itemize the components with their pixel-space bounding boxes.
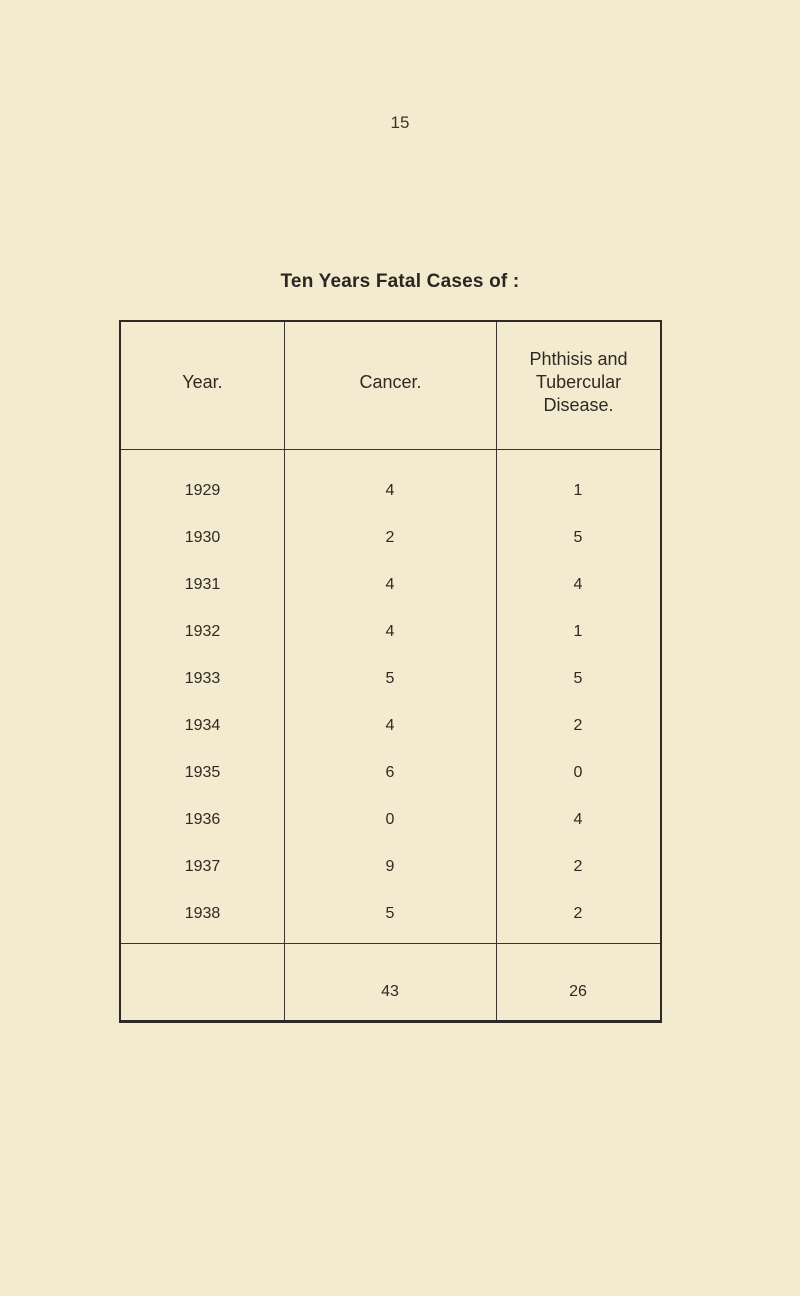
year-cell: 1930 [184, 529, 221, 546]
table-row [121, 620, 660, 644]
header-phthisis [497, 337, 660, 427]
cancer-cell: 6 [385, 764, 395, 781]
table-row [121, 573, 660, 597]
year-cell: 1931 [184, 576, 221, 593]
header-cancer [285, 337, 496, 427]
cancer-cell: 2 [385, 529, 395, 546]
year-cell: 1932 [184, 623, 221, 640]
phthisis-cell: 2 [573, 717, 583, 734]
cancer-cell: 5 [385, 670, 395, 687]
cancer-cell: 4 [385, 482, 395, 499]
page-title: Ten Years Fatal Cases of : [280, 271, 520, 292]
table-row [121, 526, 660, 550]
year-cell: 1934 [184, 717, 221, 734]
table-row [121, 714, 660, 738]
total-phthisis-cell: 26 [569, 983, 587, 1000]
cancer-cell: 4 [385, 623, 395, 640]
phthisis-cell: 5 [573, 670, 583, 687]
page-number: 15 [390, 113, 410, 132]
year-cell: 1935 [184, 764, 221, 781]
table-row [121, 761, 660, 785]
cancer-cell: 5 [385, 905, 395, 922]
table-row [121, 902, 660, 926]
header-phthisis-label: Phthisis and Tubercular Disease. [529, 348, 628, 415]
header-year-label: Year. [182, 371, 223, 392]
total-cancer-cell: 43 [381, 983, 399, 1000]
year-cell: 1937 [184, 858, 221, 875]
year-cell: 1929 [184, 482, 221, 499]
total-year-cell [121, 980, 284, 1004]
header-cancer-label: Cancer. [359, 371, 422, 392]
year-cell: 1938 [184, 905, 221, 922]
cancer-cell: 0 [385, 811, 395, 828]
table-row [121, 808, 660, 832]
phthisis-cell: 5 [573, 529, 583, 546]
table-row [121, 667, 660, 691]
year-cell: 1936 [184, 811, 221, 828]
phthisis-cell: 4 [573, 811, 583, 828]
phthisis-cell: 4 [573, 576, 583, 593]
table-row [121, 855, 660, 879]
phthisis-cell: 2 [573, 905, 583, 922]
totals-rule [121, 943, 660, 944]
cancer-cell: 4 [385, 717, 395, 734]
header-rule [121, 449, 660, 450]
table-row [121, 479, 660, 503]
year-cell: 1933 [184, 670, 221, 687]
phthisis-cell: 1 [573, 623, 583, 640]
cancer-cell: 9 [385, 858, 395, 875]
phthisis-cell: 1 [573, 482, 583, 499]
phthisis-cell: 2 [573, 858, 583, 875]
cancer-cell: 4 [385, 576, 395, 593]
phthisis-cell: 0 [573, 764, 583, 781]
header-year [121, 337, 284, 427]
